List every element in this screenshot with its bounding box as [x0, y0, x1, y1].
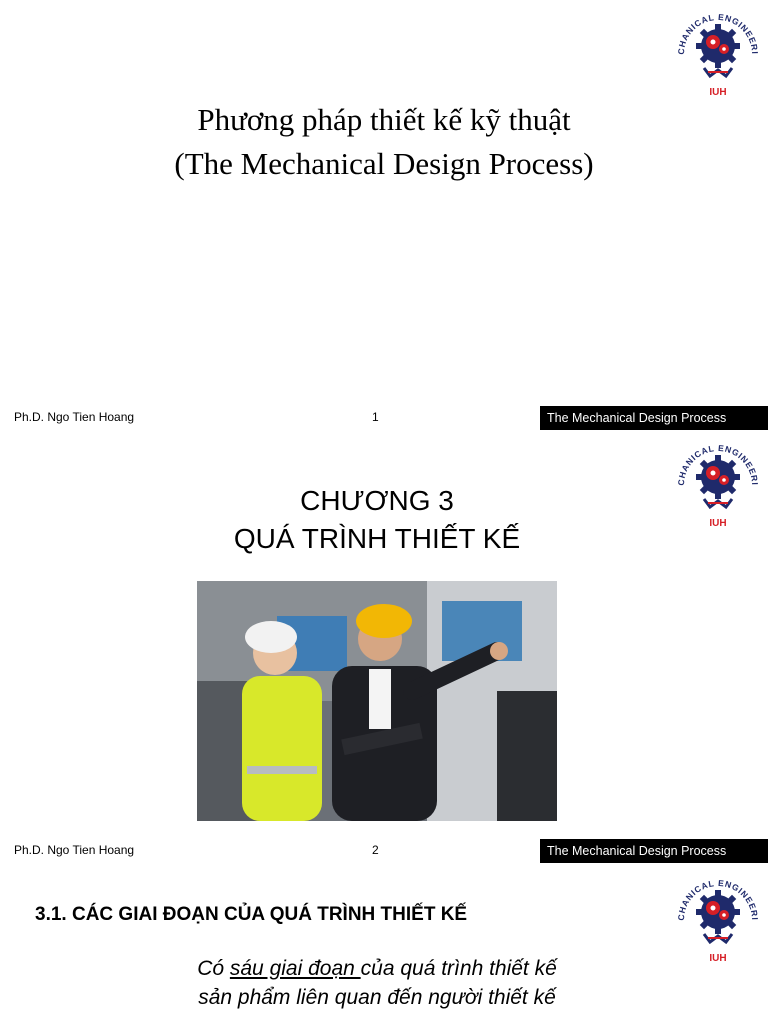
- footer-course-title: The Mechanical Design Process: [540, 839, 768, 863]
- underlined-phrase: sáu giai đoạn: [229, 957, 361, 980]
- slide-2: [0, 433, 768, 866]
- logo-label: IUH: [709, 953, 727, 964]
- slide-1: [0, 0, 768, 433]
- body-text-suffix: của quá trình thiết kế: [360, 957, 557, 980]
- footer-course-title: The Mechanical Design Process: [540, 406, 768, 430]
- footer-author: Ph.D. Ngo Tien Hoang: [14, 843, 135, 857]
- body-text-line-1: [0, 955, 754, 983]
- logo-label: IUH: [709, 87, 727, 98]
- footer-page-number: 2: [372, 843, 379, 857]
- body-text-line-2: sản phẩm liên quan đến người thiết kế: [198, 986, 556, 1009]
- iuh-mechanical-engineering-logo: [670, 868, 766, 964]
- slide-footer: [0, 406, 768, 430]
- body-text-prefix: Có: [197, 957, 230, 980]
- logo-label: IUH: [709, 518, 727, 529]
- chapter-title: QUÁ TRÌNH THIẾT KẾ: [233, 523, 521, 554]
- chapter-number: CHƯƠNG 3: [300, 485, 454, 516]
- slide-3: [0, 866, 768, 1024]
- section-heading: 3.1. CÁC GIAI ĐOẠN CỦA QUÁ TRÌNH THIẾT KẾ: [35, 904, 468, 925]
- slide-title-vietnamese: Phương pháp thiết kế kỹ thuật: [197, 102, 571, 137]
- slide-footer: [0, 839, 768, 863]
- footer-page-number: 1: [372, 410, 379, 424]
- slide-title-english: (The Mechanical Design Process): [174, 146, 594, 181]
- footer-author: Ph.D. Ngo Tien Hoang: [14, 410, 135, 424]
- iuh-mechanical-engineering-logo: [670, 2, 766, 98]
- engineers-factory-photo: [197, 581, 557, 821]
